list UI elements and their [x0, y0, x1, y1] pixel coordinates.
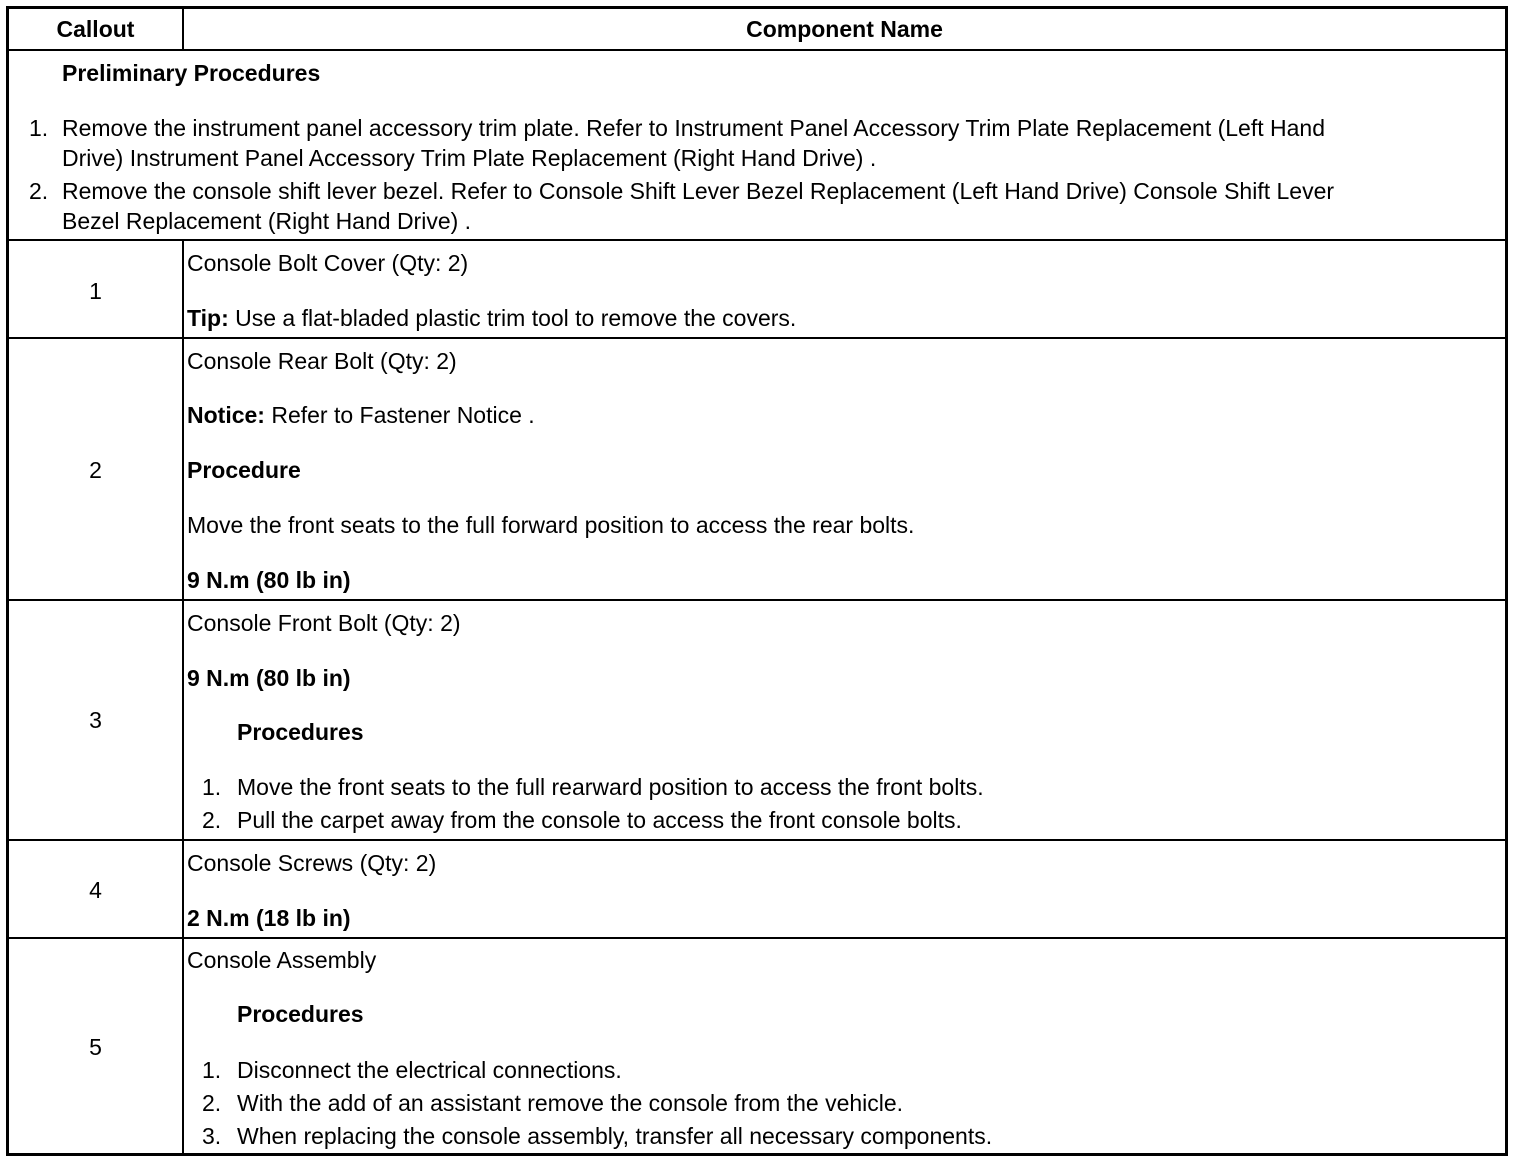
procedure-step-number: 2.	[202, 807, 222, 833]
row-divider	[9, 937, 1505, 939]
component-name: Console Bolt Cover (Qty: 2)	[187, 250, 469, 276]
prelim-step-text: Remove the console shift lever bezel. Refer to Console Shift Lever Bezel Replacement (Left Hand Drive) Console Shift Lever	[62, 178, 1335, 204]
tip-line	[187, 304, 796, 332]
tip-text: Use a flat-bladed plastic trim tool to remove the covers.	[228, 305, 797, 331]
procedure-title: Procedure	[187, 457, 301, 483]
procedure-step-text: Move the front seats to the full rearward position to access the front bolts.	[237, 774, 984, 800]
procedure-step-number: 1.	[202, 1057, 222, 1083]
notice-text: Refer to Fastener Notice .	[264, 402, 535, 428]
callout-number: 3	[89, 707, 102, 733]
notice-label: Notice:	[187, 402, 265, 428]
procedure-text: Move the front seats to the full forward position to access the rear bolts.	[187, 512, 915, 538]
torque-spec: 2 N.m (18 lb in)	[187, 905, 351, 931]
torque-spec: 9 N.m (80 lb in)	[187, 567, 351, 593]
prelim-step-number: 1.	[29, 115, 49, 141]
callout-number: 1	[89, 278, 102, 304]
component-name: Console Front Bolt (Qty: 2)	[187, 610, 461, 636]
row-divider	[9, 337, 1505, 339]
component-name: Console Screws (Qty: 2)	[187, 850, 437, 876]
callout-number: 2	[89, 457, 102, 483]
procedure-step-text: With the add of an assistant remove the console from the vehicle.	[237, 1090, 904, 1116]
prelim-step-text: Remove the instrument panel accessory trim plate. Refer to Instrument Panel Accessory Trim Plate Replacement (Left Hand	[62, 115, 1326, 141]
procedure-step-number: 3.	[202, 1123, 222, 1149]
row-divider	[9, 839, 1505, 841]
prelim-step-text: Drive) Instrument Panel Accessory Trim Plate Replacement (Right Hand Drive) .	[62, 145, 877, 171]
procedure-step-text: Pull the carpet away from the console to access the front console bolts.	[237, 807, 962, 833]
header-divider	[9, 49, 1505, 51]
procedure-table	[6, 6, 1508, 1156]
procedure-step-text: Disconnect the electrical connections.	[237, 1057, 622, 1083]
row-divider	[9, 599, 1505, 601]
procedure-step-number: 2.	[202, 1090, 222, 1116]
callout-number: 5	[89, 1034, 102, 1060]
procedure-step-text: When replacing the console assembly, transfer all necessary components.	[237, 1123, 993, 1149]
component-name: Console Rear Bolt (Qty: 2)	[187, 348, 457, 374]
component-name: Console Assembly	[187, 947, 377, 973]
column-divider	[182, 239, 184, 1153]
tip-label: Tip:	[187, 305, 229, 331]
header-callout: Callout	[56, 16, 135, 42]
row-divider	[9, 239, 1505, 241]
notice-line	[187, 401, 535, 429]
procedure-step-number: 1.	[202, 774, 222, 800]
header-component-name: Component Name	[746, 16, 943, 42]
preliminary-title: Preliminary Procedures	[62, 60, 321, 86]
procedures-title: Procedures	[237, 1001, 364, 1027]
prelim-step-text: Bezel Replacement (Right Hand Drive) .	[62, 208, 472, 234]
procedures-title: Procedures	[237, 719, 364, 745]
prelim-step-number: 2.	[29, 178, 49, 204]
torque-spec: 9 N.m (80 lb in)	[187, 665, 351, 691]
callout-number: 4	[89, 877, 102, 903]
